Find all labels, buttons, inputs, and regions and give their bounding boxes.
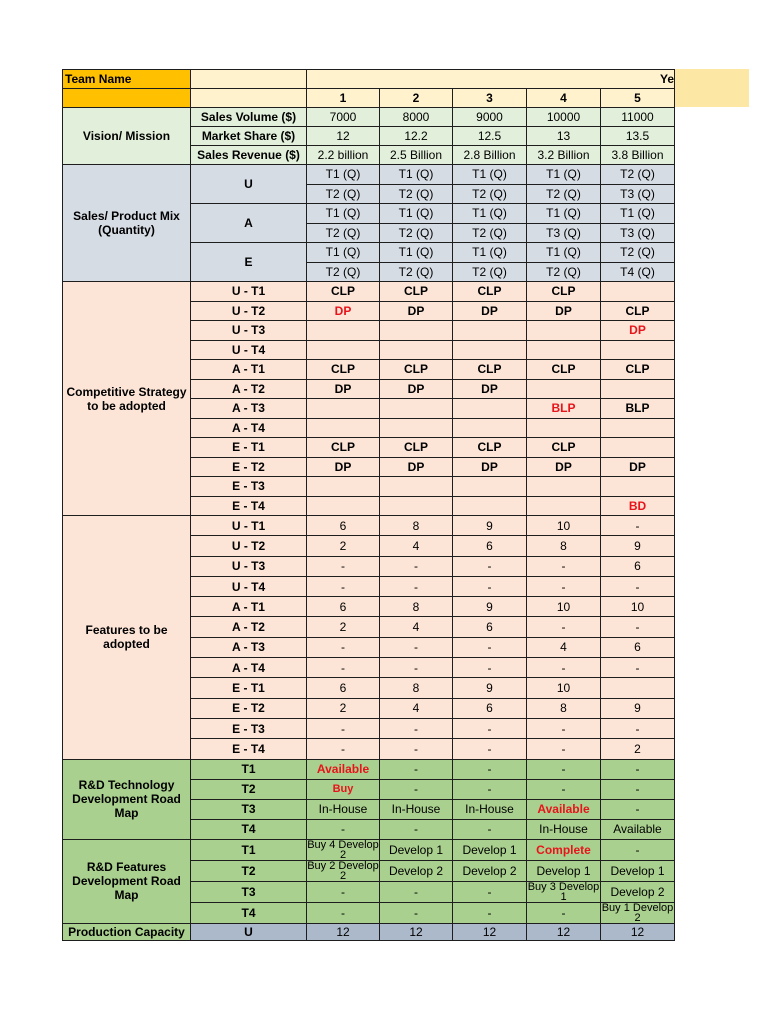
features-cell: 6	[307, 516, 380, 536]
strategy-cell: DP	[601, 457, 675, 477]
rd_tech-cell: -	[601, 779, 675, 799]
strategy-cell: CLP	[453, 438, 527, 458]
planning-sheet	[62, 69, 675, 941]
sales-mix-segment: A	[191, 204, 307, 243]
strategy-cell: CLP	[380, 282, 453, 302]
rd_features-row-label: T3	[191, 881, 307, 902]
sales-mix-cell: T2 (Q)	[601, 165, 675, 185]
strategy-cell	[380, 418, 453, 438]
rd_tech-cell: -	[453, 759, 527, 779]
strategy-cell	[380, 321, 453, 341]
strategy-row-label: E - T1	[191, 438, 307, 458]
production-cell: 12	[453, 923, 527, 940]
year-5: 5	[601, 89, 675, 108]
strategy-row-label: U - T2	[191, 301, 307, 321]
sales-mix-cell: T2 (Q)	[380, 262, 453, 282]
rd_features-cell: -	[307, 881, 380, 902]
production-cell: 12	[307, 923, 380, 940]
features-cell: -	[601, 718, 675, 738]
vision-cell: 12	[307, 127, 380, 146]
strategy-row-label: A - T2	[191, 379, 307, 399]
strategy-cell: DP	[527, 301, 601, 321]
rd_features-row-label: T1	[191, 839, 307, 860]
header-blank-a	[63, 89, 191, 108]
strategy-cell: DP	[453, 457, 527, 477]
strategy-cell	[453, 477, 527, 497]
sales-mix-cell: T2 (Q)	[453, 262, 527, 282]
strategy-cell: CLP	[601, 301, 675, 321]
sales-mix-cell: T1 (Q)	[527, 165, 601, 185]
vision-cell: 8000	[380, 108, 453, 127]
production-row-label: U	[191, 923, 307, 940]
rd_tech-cell: In-House	[380, 799, 453, 819]
strategy-cell: DP	[380, 457, 453, 477]
strategy-cell: BLP	[527, 399, 601, 419]
strategy-cell: CLP	[380, 360, 453, 380]
features-cell: 8	[380, 597, 453, 617]
vision-row-label: Sales Revenue ($)	[191, 146, 307, 165]
features-row-label: A - T3	[191, 637, 307, 657]
rd_tech-cell: -	[527, 779, 601, 799]
features-cell: 9	[601, 698, 675, 718]
strategy-row-label: A - T4	[191, 418, 307, 438]
rd_features-cell: Develop 1	[453, 839, 527, 860]
rd_features-cell: -	[380, 881, 453, 902]
features-row-label: E - T3	[191, 718, 307, 738]
features-cell: -	[527, 576, 601, 596]
strategy-row-label: E - T2	[191, 457, 307, 477]
features-cell: 8	[527, 698, 601, 718]
features-cell: -	[307, 576, 380, 596]
strategy-cell	[453, 340, 527, 360]
strategy-cell	[380, 496, 453, 516]
rd_tech-row-label: T2	[191, 779, 307, 799]
rd_tech-cell: -	[601, 799, 675, 819]
vision-cell: 2.2 billion	[307, 146, 380, 165]
strategy-cell: BLP	[601, 399, 675, 419]
sales-mix-cell: T1 (Q)	[453, 243, 527, 263]
sales-mix-section-label: Sales/ Product Mix (Quantity)	[63, 165, 191, 282]
features-cell: -	[307, 658, 380, 678]
strategy-cell	[527, 379, 601, 399]
strategy-cell	[453, 321, 527, 341]
features-cell: 10	[527, 678, 601, 698]
year-1: 1	[307, 89, 380, 108]
features-row-label: E - T4	[191, 739, 307, 759]
sales-mix-cell: T2 (Q)	[527, 184, 601, 204]
rd_tech-cell: -	[380, 779, 453, 799]
strategy-cell: DP	[453, 379, 527, 399]
strategy-cell	[527, 496, 601, 516]
strategy-cell	[601, 477, 675, 497]
features-cell: -	[380, 576, 453, 596]
strategy-cell	[380, 399, 453, 419]
vision-cell: 12.5	[453, 127, 527, 146]
strategy-cell: DP	[380, 301, 453, 321]
sales-mix-cell: T2 (Q)	[453, 223, 527, 243]
features-cell: 6	[307, 678, 380, 698]
features-cell: 6	[601, 637, 675, 657]
strategy-cell	[601, 418, 675, 438]
strategy-cell	[453, 496, 527, 516]
features-cell: -	[307, 637, 380, 657]
sales-mix-segment: E	[191, 243, 307, 282]
strategy-row-label: A - T1	[191, 360, 307, 380]
rd_features-row-label: T4	[191, 902, 307, 923]
features-cell: 10	[601, 597, 675, 617]
vision-cell: 9000	[453, 108, 527, 127]
team-name-label: Team Name	[63, 70, 191, 89]
features-cell: 2	[601, 739, 675, 759]
sales-mix-cell: T2 (Q)	[601, 243, 675, 263]
features-cell: 8	[380, 516, 453, 536]
rd_features-cell: -	[601, 839, 675, 860]
features-row-label: A - T1	[191, 597, 307, 617]
features-cell: 9	[453, 516, 527, 536]
sales-mix-cell: T1 (Q)	[307, 204, 380, 224]
rd_tech-section-label: R&D Technology Development Road Map	[63, 759, 191, 839]
features-row-label: E - T1	[191, 678, 307, 698]
strategy-row-label: E - T3	[191, 477, 307, 497]
features-row-label: E - T2	[191, 698, 307, 718]
sales-mix-cell: T1 (Q)	[453, 204, 527, 224]
strategy-row-label: E - T4	[191, 496, 307, 516]
strategy-cell: DP	[307, 301, 380, 321]
vision-cell: 2.8 Billion	[453, 146, 527, 165]
strategy-cell: CLP	[453, 360, 527, 380]
strategy-cell	[601, 379, 675, 399]
strategy-cell: CLP	[307, 438, 380, 458]
features-cell: -	[380, 658, 453, 678]
strategy-cell	[601, 340, 675, 360]
header-blank-b	[191, 89, 307, 108]
vision-cell: 13.5	[601, 127, 675, 146]
strategy-cell	[307, 477, 380, 497]
year-2: 2	[380, 89, 453, 108]
features-row-label: A - T4	[191, 658, 307, 678]
strategy-cell	[307, 496, 380, 516]
features-cell: 4	[527, 637, 601, 657]
rd_features-row-label: T2	[191, 860, 307, 881]
strategy-cell: CLP	[380, 438, 453, 458]
features-cell: -	[527, 739, 601, 759]
strategy-cell: DP	[307, 379, 380, 399]
rd_features-cell: -	[527, 902, 601, 923]
sales-mix-cell: T2 (Q)	[307, 184, 380, 204]
features-cell: -	[307, 556, 380, 576]
rd_tech-cell: In-House	[527, 819, 601, 839]
features-cell: -	[527, 617, 601, 637]
features-row-label: U - T3	[191, 556, 307, 576]
features-cell: 2	[307, 698, 380, 718]
features-cell: 10	[527, 597, 601, 617]
features-cell: 9	[453, 678, 527, 698]
sales-mix-cell: T1 (Q)	[380, 204, 453, 224]
vision-cell: 11000	[601, 108, 675, 127]
rd_features-cell: -	[453, 881, 527, 902]
vision-cell: 13	[527, 127, 601, 146]
year-header-overflow	[675, 69, 749, 107]
rd_features-cell: Develop 2	[453, 860, 527, 881]
rd_tech-cell: -	[380, 759, 453, 779]
sales-mix-cell: T1 (Q)	[307, 165, 380, 185]
strategy-section-label: Competitive Strategy to be adopted	[63, 282, 191, 516]
rd_features-cell: Buy 4 Develop 2	[307, 839, 379, 861]
features-cell: -	[453, 637, 527, 657]
vision-row-label: Sales Volume ($)	[191, 108, 307, 127]
features-cell: -	[601, 576, 675, 596]
features-cell: -	[601, 617, 675, 637]
features-cell: 6	[453, 617, 527, 637]
features-row-label: U - T2	[191, 536, 307, 556]
rd_features-cell: -	[453, 902, 527, 923]
sales-mix-cell: T2 (Q)	[453, 184, 527, 204]
features-cell: 2	[307, 617, 380, 637]
rd_tech-cell: Buy	[307, 779, 380, 799]
sales-mix-segment: U	[191, 165, 307, 204]
sales-mix-cell: T3 (Q)	[527, 223, 601, 243]
features-cell: 4	[380, 698, 453, 718]
rd_features-section-label: R&D Features Development Road Map	[63, 839, 191, 923]
strategy-cell: CLP	[601, 360, 675, 380]
features-cell: -	[601, 516, 675, 536]
strategy-cell: CLP	[527, 282, 601, 302]
year-4: 4	[527, 89, 601, 108]
rd_features-cell: Develop 1	[380, 839, 453, 860]
rd_tech-cell: -	[527, 759, 601, 779]
features-cell: 9	[601, 536, 675, 556]
features-cell: -	[453, 718, 527, 738]
vision-row-label: Market Share ($)	[191, 127, 307, 146]
production-cell: 12	[601, 923, 675, 940]
strategy-cell	[527, 340, 601, 360]
features-cell: -	[380, 718, 453, 738]
sales-mix-cell: T1 (Q)	[380, 243, 453, 263]
rd_features-cell: Develop 1	[601, 860, 675, 881]
features-section-label: Features to be adopted	[63, 516, 191, 760]
rd_tech-cell: -	[601, 759, 675, 779]
sales-mix-cell: T3 (Q)	[601, 223, 675, 243]
year-3: 3	[453, 89, 527, 108]
features-cell: -	[453, 739, 527, 759]
strategy-cell	[307, 321, 380, 341]
rd_tech-cell: -	[307, 819, 380, 839]
rd_features-cell: Complete	[527, 839, 601, 860]
sales-mix-cell: T1 (Q)	[380, 165, 453, 185]
sales-mix-cell: T4 (Q)	[601, 262, 675, 282]
rd_tech-cell: -	[453, 779, 527, 799]
production-cell: 12	[527, 923, 601, 940]
strategy-row-label: A - T3	[191, 399, 307, 419]
sales-mix-cell: T2 (Q)	[307, 262, 380, 282]
rd_tech-cell: -	[453, 819, 527, 839]
features-cell: -	[527, 718, 601, 738]
strategy-cell	[453, 418, 527, 438]
rd_features-cell: -	[307, 902, 380, 923]
features-cell	[601, 678, 675, 698]
features-row-label: U - T4	[191, 576, 307, 596]
production-cell: 12	[380, 923, 453, 940]
features-cell: 10	[527, 516, 601, 536]
strategy-cell	[527, 477, 601, 497]
features-row-label: A - T2	[191, 617, 307, 637]
features-cell: -	[527, 658, 601, 678]
strategy-row-label: U - T1	[191, 282, 307, 302]
features-cell: 6	[307, 597, 380, 617]
strategy-cell: CLP	[527, 360, 601, 380]
strategy-cell	[307, 340, 380, 360]
strategy-cell	[380, 477, 453, 497]
features-cell: -	[453, 658, 527, 678]
rd_features-cell: Buy 3 Develop 1	[527, 881, 600, 903]
features-cell: 4	[380, 536, 453, 556]
features-cell: -	[380, 556, 453, 576]
strategy-cell: BD	[601, 496, 675, 516]
vision-section-label: Vision/ Mission	[63, 108, 191, 165]
strategy-cell	[527, 418, 601, 438]
strategy-cell	[527, 321, 601, 341]
strategy-cell	[601, 282, 675, 302]
features-cell: 8	[527, 536, 601, 556]
strategy-cell: DP	[527, 457, 601, 477]
features-cell: -	[380, 637, 453, 657]
sales-mix-cell: T1 (Q)	[527, 204, 601, 224]
sales-mix-cell: T1 (Q)	[527, 243, 601, 263]
rd_features-cell: -	[380, 902, 453, 923]
sales-mix-cell: T1 (Q)	[307, 243, 380, 263]
rd_features-cell: Develop 2	[380, 860, 453, 881]
features-cell: -	[307, 739, 380, 759]
rd_features-cell: Buy 1 Develop 2	[601, 902, 674, 924]
sales-mix-cell: T2 (Q)	[527, 262, 601, 282]
sales-mix-cell: T2 (Q)	[307, 223, 380, 243]
sales-mix-cell: T2 (Q)	[380, 184, 453, 204]
vision-cell: 12.2	[380, 127, 453, 146]
features-cell: -	[527, 556, 601, 576]
production-label: Production Capacity	[63, 923, 191, 940]
strategy-cell	[307, 399, 380, 419]
strategy-row-label: U - T4	[191, 340, 307, 360]
rd_tech-row-label: T4	[191, 819, 307, 839]
rd_tech-cell: In-House	[307, 799, 380, 819]
rd_tech-cell: Available	[527, 799, 601, 819]
team-name-value[interactable]	[191, 70, 307, 89]
features-cell: -	[307, 718, 380, 738]
strategy-cell	[453, 399, 527, 419]
rd_features-cell: Develop 2	[601, 881, 675, 902]
vision-cell: 7000	[307, 108, 380, 127]
strategy-cell	[601, 438, 675, 458]
vision-cell: 2.5 Billion	[380, 146, 453, 165]
vision-cell: 10000	[527, 108, 601, 127]
features-cell: 4	[380, 617, 453, 637]
strategy-cell: CLP	[453, 282, 527, 302]
features-cell: 6	[601, 556, 675, 576]
rd_features-cell: Develop 1	[527, 860, 601, 881]
rd_tech-row-label: T3	[191, 799, 307, 819]
rd_tech-cell: In-House	[453, 799, 527, 819]
features-cell: -	[380, 739, 453, 759]
rd_tech-row-label: T1	[191, 759, 307, 779]
rd_tech-cell: Available	[307, 759, 380, 779]
strategy-cell: DP	[601, 321, 675, 341]
features-cell: 2	[307, 536, 380, 556]
strategy-cell: DP	[307, 457, 380, 477]
features-cell: 9	[453, 597, 527, 617]
sales-mix-cell: T1 (Q)	[453, 165, 527, 185]
features-cell: -	[601, 658, 675, 678]
strategy-cell: CLP	[527, 438, 601, 458]
year-label: Ye	[307, 70, 675, 89]
strategy-cell	[307, 418, 380, 438]
features-cell: -	[453, 556, 527, 576]
strategy-cell: DP	[380, 379, 453, 399]
rd_features-cell: Buy 2 Develop 2	[307, 860, 379, 882]
sales-mix-cell: T2 (Q)	[380, 223, 453, 243]
strategy-row-label: U - T3	[191, 321, 307, 341]
features-cell: -	[453, 576, 527, 596]
strategy-cell: CLP	[307, 282, 380, 302]
features-row-label: U - T1	[191, 516, 307, 536]
features-cell: 6	[453, 536, 527, 556]
rd_tech-cell: -	[380, 819, 453, 839]
features-cell: 6	[453, 698, 527, 718]
strategy-cell	[380, 340, 453, 360]
strategy-cell: DP	[453, 301, 527, 321]
rd_tech-cell: Available	[601, 819, 675, 839]
strategy-cell: CLP	[307, 360, 380, 380]
sales-mix-cell: T3 (Q)	[601, 184, 675, 204]
vision-cell: 3.8 Billion	[601, 146, 675, 165]
features-cell: 8	[380, 678, 453, 698]
sales-mix-cell: T1 (Q)	[601, 204, 675, 224]
vision-cell: 3.2 Billion	[527, 146, 601, 165]
